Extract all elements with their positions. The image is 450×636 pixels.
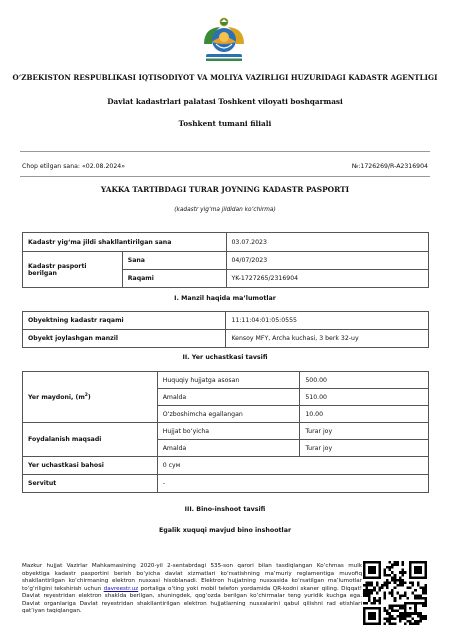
- divider: [20, 151, 430, 152]
- chamber-title: Davlat kadastrlari palatasi Toshkent viloyati boshqarmasi: [107, 97, 343, 106]
- address-label: Obyekt joylashgan manzil: [23, 330, 226, 348]
- section-building-title: III. Bino-inshoot tavsifi: [184, 506, 266, 513]
- issue-date-label: Sana: [122, 252, 226, 270]
- address-value: Kensoy MFY, Archa kuchasi, 3 berk 32-uy: [226, 330, 429, 348]
- footer-notice: [22, 563, 362, 616]
- table-row: [23, 372, 429, 389]
- table-row: [23, 475, 429, 493]
- divider: [20, 176, 430, 177]
- area-actual-value: 510.00: [300, 389, 429, 406]
- servitut-label: Servitut: [23, 475, 158, 493]
- state-emblem-icon: [198, 16, 250, 66]
- land-area-label: Yer maydoni, $(m^2)$: [23, 372, 158, 423]
- cadastral-number-label: Obyektning kadastr raqami: [23, 312, 226, 330]
- purpose-doc-value: Turar joy: [300, 423, 429, 440]
- area-legal-value: 500.00: [300, 372, 429, 389]
- formed-date-label: Kadastr yig‘ma jildi shakllantirilgan sana: [23, 233, 227, 252]
- passport-number-value: YK-1727265/2316904: [226, 270, 429, 288]
- footer-text: portaliga o‘ting yoki mobil telefon yordamida QR-kodni skaner qiling. Diqqat! Davlat reyestridan elektron shaklda berilgan, shuningdek, qog‘ozda berilgan ko‘chirmalar teng yuridik kuchga ega. Davlat organlariga Davlat reyestridan shakllantirilgan elektron hujjatlarning nusxalarini qabul qilishni rad etishlari qat’iyan taqiqlangan.: [22, 585, 362, 614]
- agency-title: O‘ZBEKISTON RESPUBLIKASI IQTISODIYOT VA MOLIYA VAZIRLIGI HUZURIDAGI KADASTR AGENTLIGI: [12, 73, 438, 82]
- table-row: [23, 312, 429, 330]
- document-number: №:1726269/R-A2316904: [351, 163, 428, 170]
- table-row: [23, 330, 429, 348]
- branch-title: Toshkent tumani filiali: [178, 119, 272, 128]
- document-title: YAKKA TARTIBDAGI TURAR JOYNING KADASTR PASPORTI: [100, 185, 350, 194]
- area-seized-value: 10.00: [300, 406, 429, 423]
- section-address-title: I. Manzil haqida ma’lumotlar: [174, 295, 276, 302]
- area-seized-label: O‘zboshimcha egallangan: [157, 406, 300, 423]
- land-value-value: 0 сум: [157, 457, 428, 475]
- area-legal-label: Huquqiy hujjatga asosan: [157, 372, 300, 389]
- table-row: [23, 233, 429, 252]
- issue-date-value: 04/07/2023: [226, 252, 429, 270]
- building-note: Egalik xuquqi mavjud bino inshootlar: [158, 527, 292, 534]
- section-land-title: II. Yer uchastkasi tavsifi: [182, 354, 268, 361]
- area-actual-label: Amalda: [157, 389, 300, 406]
- print-date: Chop etilgan sana: «02.08.2024»: [22, 163, 125, 170]
- purpose-label: Foydalanish maqsadi: [23, 423, 158, 457]
- passport-info-table: [22, 232, 429, 288]
- davreestr-link[interactable]: davreestr.uz: [103, 585, 139, 592]
- cadastral-number-value: 11:11:04:01:05:0555: [226, 312, 429, 330]
- address-table: [22, 311, 429, 348]
- land-value-label: Yer uchastkasi bahosi: [23, 457, 158, 475]
- issued-label: Kadastr pasporti berilgan: [23, 252, 123, 288]
- table-row: [23, 423, 429, 440]
- qr-code[interactable]: [363, 561, 427, 625]
- formed-date-value: 03.07.2023: [226, 233, 429, 252]
- purpose-doc-label: Hujjat bo‘yicha: [157, 423, 300, 440]
- footer-text: Mazkur hujjat Vazirlar Mahkamasining 2020-yil 2-sentabrdagi 535-son qarori bilan tasdiqlangan Ko‘chmas mulk obyektiga kadastr pasportini berish bo‘yicha davlat xizmatlari ko‘rsatishning ma’muriy reglamentiga muvofiq shakllantirilgan ko‘chirmaning elektron nusxasi hisoblanadi. Elektron hujjatning nusxasida ko‘rsatilgan ma’lumotlar to‘g‘riligini tekshirish uchun: [22, 563, 362, 592]
- document-subtitle: (kadastr yig‘ma jildidan ko‘chirma): [174, 207, 276, 213]
- servitut-value: -: [157, 475, 428, 493]
- purpose-actual-value: Turar joy: [300, 440, 429, 457]
- passport-number-label: Raqami: [122, 270, 226, 288]
- land-table: [22, 371, 429, 493]
- table-row: [23, 457, 429, 475]
- purpose-actual-label: Amalda: [157, 440, 300, 457]
- table-row: [23, 252, 429, 270]
